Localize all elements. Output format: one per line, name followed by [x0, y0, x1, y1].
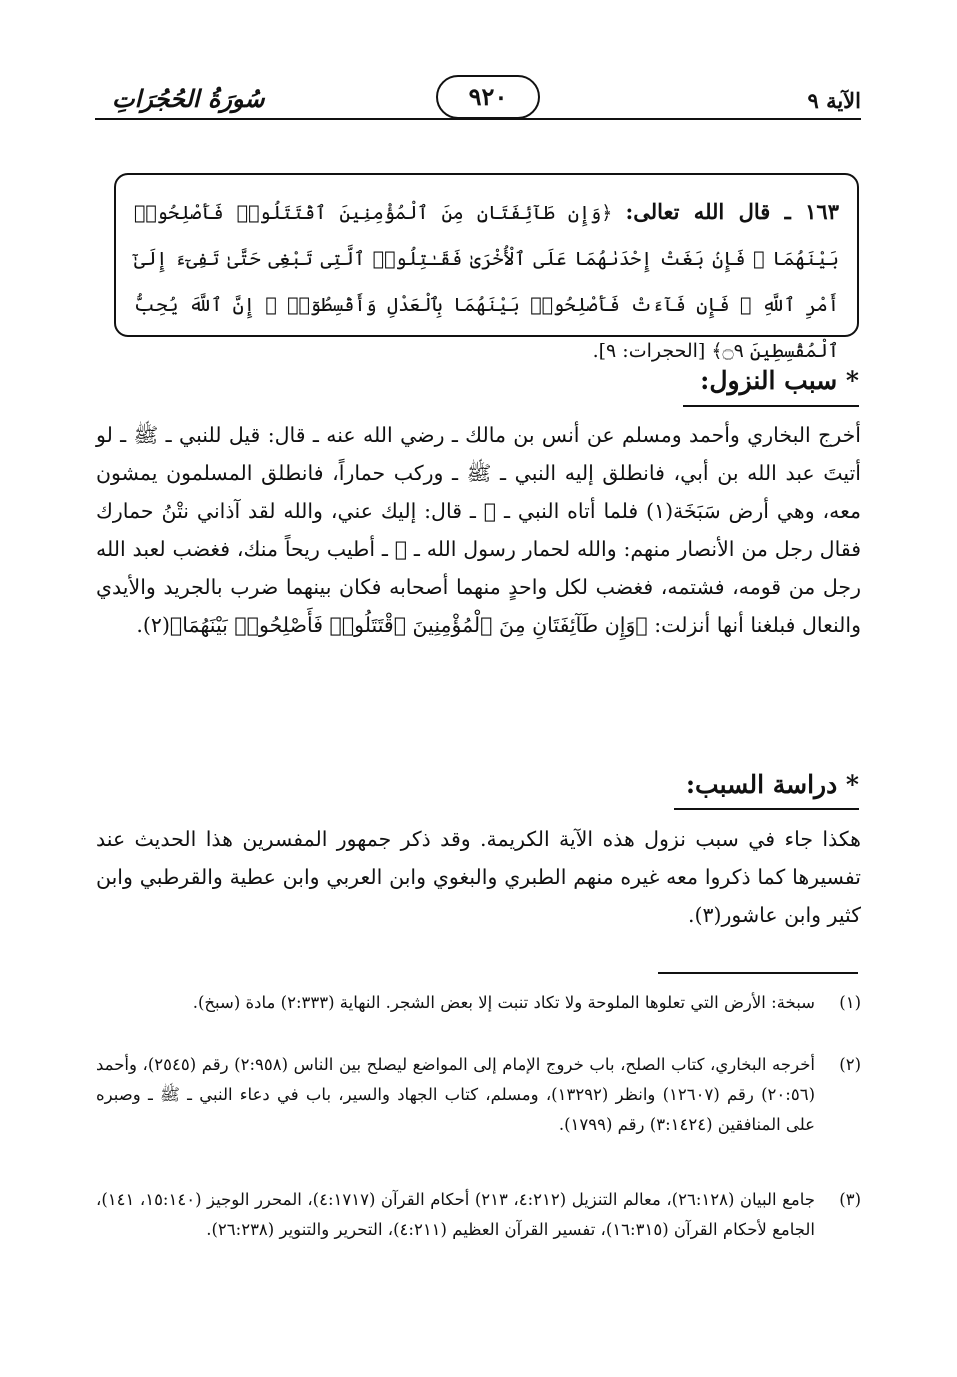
footnote-divider — [658, 972, 858, 974]
footnote-number: (١) — [839, 993, 861, 1012]
footnote-text: جامع البيان (٢٦:١٢٨)، معالم التنزيل (٤:٢١٢، ٢١٣) أحكام القرآن (٤:١٧١٧)، المحرر الوجيز (١٥:١٤٠، ١٤١)، الجامع لأحكام القرآن (١٦:٣١٥)، تفسير القرآن العظيم (٤:٢١١)، التحرير والتنوير (٢٦:٢٣٨). — [96, 1190, 815, 1239]
verse-label: ١٦٣ ـ قال الله تعالى: — [625, 199, 839, 224]
footnote-text: سبخة: الأرض التي تعلوها الملوحة ولا تكاد تنبت إلا بعض الشجر. النهاية (٢:٣٣٣) مادة (سبخ). — [192, 993, 815, 1012]
header-divider — [95, 118, 861, 120]
page-number: ٩٢٠ — [436, 75, 540, 119]
ayah-label: الآية ٩ — [807, 88, 861, 113]
footnote-number: (٣) — [839, 1190, 861, 1209]
verse-reference: [الحجرات: ٩]. — [592, 340, 706, 362]
surah-name: سُورَةُ الحُجُرَاتِ — [112, 84, 265, 113]
verse-text: ﴿وَإِن طَآئِفَتَانِ مِنَ ٱلْمُؤْمِنِينَ ٱقْتَتَلُوا۟ فَأَصْلِحُوا۟ بَيْنَهُمَا ۖ فَإِنۢ بَغَتْ إِحْدَىٰهُمَا عَلَى ٱلْأُخْرَىٰ فَقَـٰتِلُوا۟ ٱلَّتِى تَبْغِى حَتَّىٰ تَفِىٓءَ إِلَىٰٓ أَمْرِ ٱللَّهِ ۚ فَإِن فَآءَتْ فَأَصْلِحُوا۟ بَيْنَهُمَا بِٱلْعَدْلِ وَأَقْسِطُوٓا۟ ۖ إِنَّ ٱللَّهَ يُحِبُّ ٱلْمُقْسِطِينَ ۝٩﴾ — [134, 202, 839, 362]
footnote — [96, 1050, 861, 1140]
section-title-underline — [674, 808, 859, 810]
footnote-number: (٢) — [839, 1055, 861, 1074]
section-title-asbab: * سبب النزول: — [700, 366, 859, 395]
section-body-study: هكذا جاء في سبب نزول هذه الآية الكريمة. وقد ذكر جمهور المفسرين هذا الحديث عند تفسيرها كما ذكروا معه غيره منهم الطبري والبغوي وابن العربي وابن عطية والقرطبي وابن كثير وابن عاشور(٣). — [96, 827, 861, 927]
footnote — [96, 1185, 861, 1245]
section-title-underline — [683, 405, 859, 407]
verse-box — [114, 173, 859, 362]
section-title-study: * دراسة السبب: — [685, 770, 859, 799]
section-body-asbab: أخرج البخاري وأحمد ومسلم عن أنس بن مالك ـ رضي الله عنه ـ قال: قيل للنبي ـ ﷺ ـ لو أتيتَ عبد الله بن أبي، فانطلق إليه النبي ـ ﷺ ـ وركب حماراً، فانطلق المسلمون يمشون معه، وهي أرض سَبَخَة(١) فلما أتاه النبي ـ ﷺ ـ قال: إليك عني، والله لقد آذاني نتْنُ حمارك فقال رجل من الأنصار منهم: والله لحمار رسول الله ـ ﷺ ـ أطيب ريحاً منك، فغضب لعبد الله رجل من قومه، فشتمه، فغضب لكل واحدٍ منهما أصحابه فكان بينهما ضرب بالجريد والأيدي والنعال فبلغنا أنها أنزلت: ﴿وَإِن طَآئِفَتَانِ مِنَ ٱلْمُؤْمِنِينَ ٱقْتَتَلُوا۟ فَأَصْلِحُوا۟ بَيْنَهُمَا﴾(٢). — [96, 423, 861, 637]
footnote-text: أخرجه البخاري، كتاب الصلح، باب خروج الإمام إلى المواضع ليصلح بين الناس (٢:٩٥٨) رقم (٢٥٤٥)، وأحمد (٢٠:٥٦) رقم (١٢٦٠٧) وانظر (١٣٢٩٢)، ومسلم، كتاب الجهاد والسير، باب في دعاء النبي ـ ﷺ ـ وصبره على المنافقين (٣:١٤٢٤) رقم (١٧٩٩). — [96, 1055, 815, 1134]
footnote — [96, 988, 861, 1018]
